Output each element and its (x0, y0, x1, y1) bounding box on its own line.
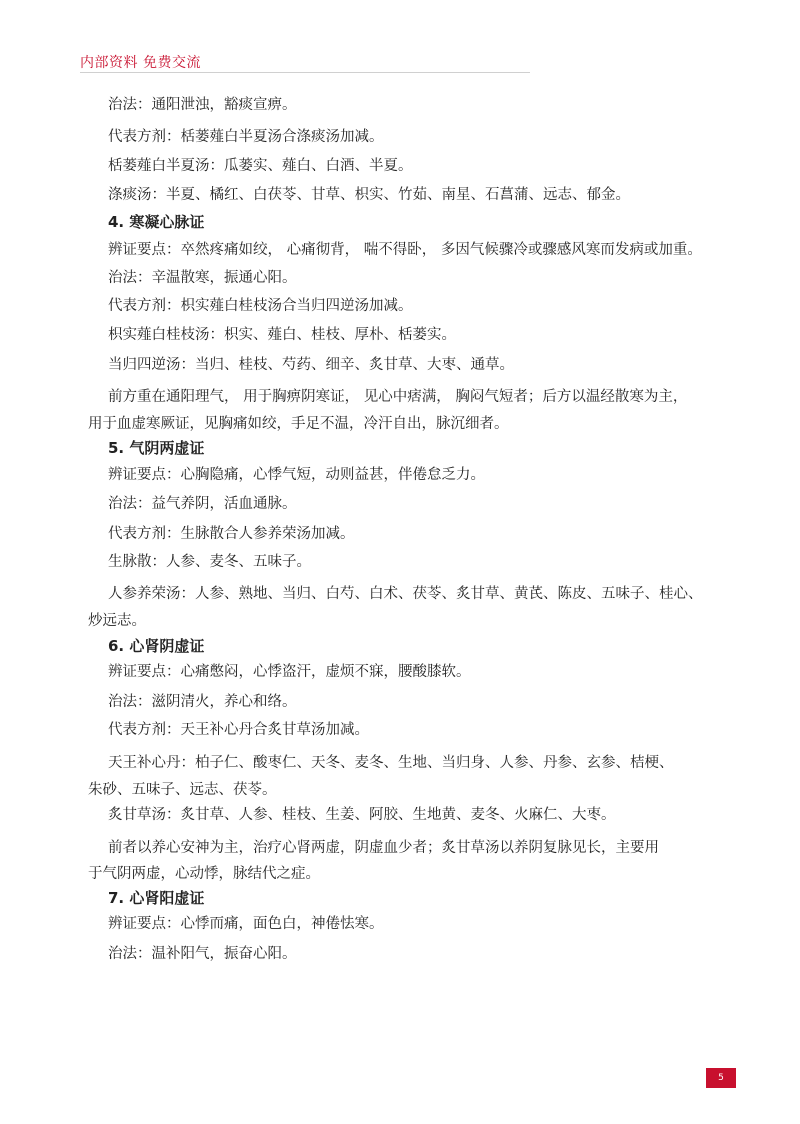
text-line: 代表方剂：枳实薤白桂枝汤合当归四逆汤加减。 (108, 298, 413, 314)
text-line: 治法：温补阳气，振奋心阳。 (108, 946, 297, 962)
text-line: 治法：滋阴清火，养心和络。 (108, 694, 297, 710)
header-title: 内部资料 免费交流 (80, 55, 201, 71)
section-heading: 5. 气阴两虚证 (108, 439, 205, 457)
text-line: 栝蒌薤白半夏汤：瓜蒌实、薤白、白酒、半夏。 (108, 158, 413, 174)
page-number-badge: 5 (706, 1068, 736, 1088)
text-line: 辨证要点：心痛憋闷，心悸盗汗，虚烦不寐，腰酸膝软。 (108, 664, 471, 680)
text-line: 辨证要点：心悸而痛，面色白，神倦怯寒。 (108, 916, 384, 932)
text-line: 人参养荣汤：人参、熟地、当归、白芍、白术、茯苓、炙甘草、黄芪、陈皮、五味子、桂心、 (108, 586, 703, 602)
text-line: 用于血虚寒厥证，见胸痛如绞，手足不温，冷汗自出，脉沉细者。 (88, 416, 509, 432)
text-line: 当归四逆汤：当归、桂枝、芍药、细辛、炙甘草、大枣、通草。 (108, 357, 514, 373)
text-line: 涤痰汤：半夏、橘红、白茯苓、甘草、枳实、竹茹、南星、石菖蒲、远志、郁金。 (108, 187, 630, 203)
section-heading: 7. 心肾阳虚证 (108, 889, 205, 907)
section-heading: 6. 心肾阴虚证 (108, 637, 205, 655)
text-line: 辨证要点：卒然疼痛如绞， 心痛彻背， 喘不得卧， 多因气候骤冷或骤感风寒而发病或加重。 (108, 242, 702, 258)
text-line: 朱砂、五味子、远志、茯苓。 (88, 782, 277, 798)
text-line: 天王补心丹：柏子仁、酸枣仁、天冬、麦冬、生地、当归身、人参、丹参、玄参、桔梗、 (108, 755, 674, 771)
text-line: 代表方剂：栝蒌薤白半夏汤合涤痰汤加减。 (108, 129, 384, 145)
header-divider (80, 72, 530, 73)
text-line: 于气阴两虚，心动悸，脉结代之症。 (88, 866, 320, 882)
text-line: 炙甘草汤：炙甘草、人参、桂枝、生姜、阿胶、生地黄、麦冬、火麻仁、大枣。 (108, 807, 616, 823)
text-line: 枳实薤白桂枝汤：枳实、薤白、桂枝、厚朴、栝蒌实。 (108, 327, 456, 343)
text-line: 治法：益气养阴，活血通脉。 (108, 496, 297, 512)
text-line: 治法：辛温散寒，振通心阳。 (108, 270, 297, 286)
text-line: 前者以养心安神为主，治疗心肾两虚，阴虚血少者；炙甘草汤以养阴复脉见长，主要用 (108, 840, 659, 856)
section-heading: 4. 寒凝心脉证 (108, 213, 205, 231)
text-line: 生脉散：人参、麦冬、五味子。 (108, 554, 311, 570)
text-line: 代表方剂：天王补心丹合炙甘草汤加减。 (108, 722, 369, 738)
text-line: 前方重在通阳理气， 用于胸痹阴寒证， 见心中痞满， 胸闷气短者；后方以温经散寒为主， (108, 389, 688, 405)
text-line: 炒远志。 (88, 613, 146, 629)
text-line: 辨证要点：心胸隐痛，心悸气短，动则益甚，伴倦怠乏力。 (108, 467, 485, 483)
text-line: 治法：通阳泄浊，豁痰宣痹。 (108, 97, 297, 113)
text-line: 代表方剂：生脉散合人参养荣汤加减。 (108, 526, 355, 542)
